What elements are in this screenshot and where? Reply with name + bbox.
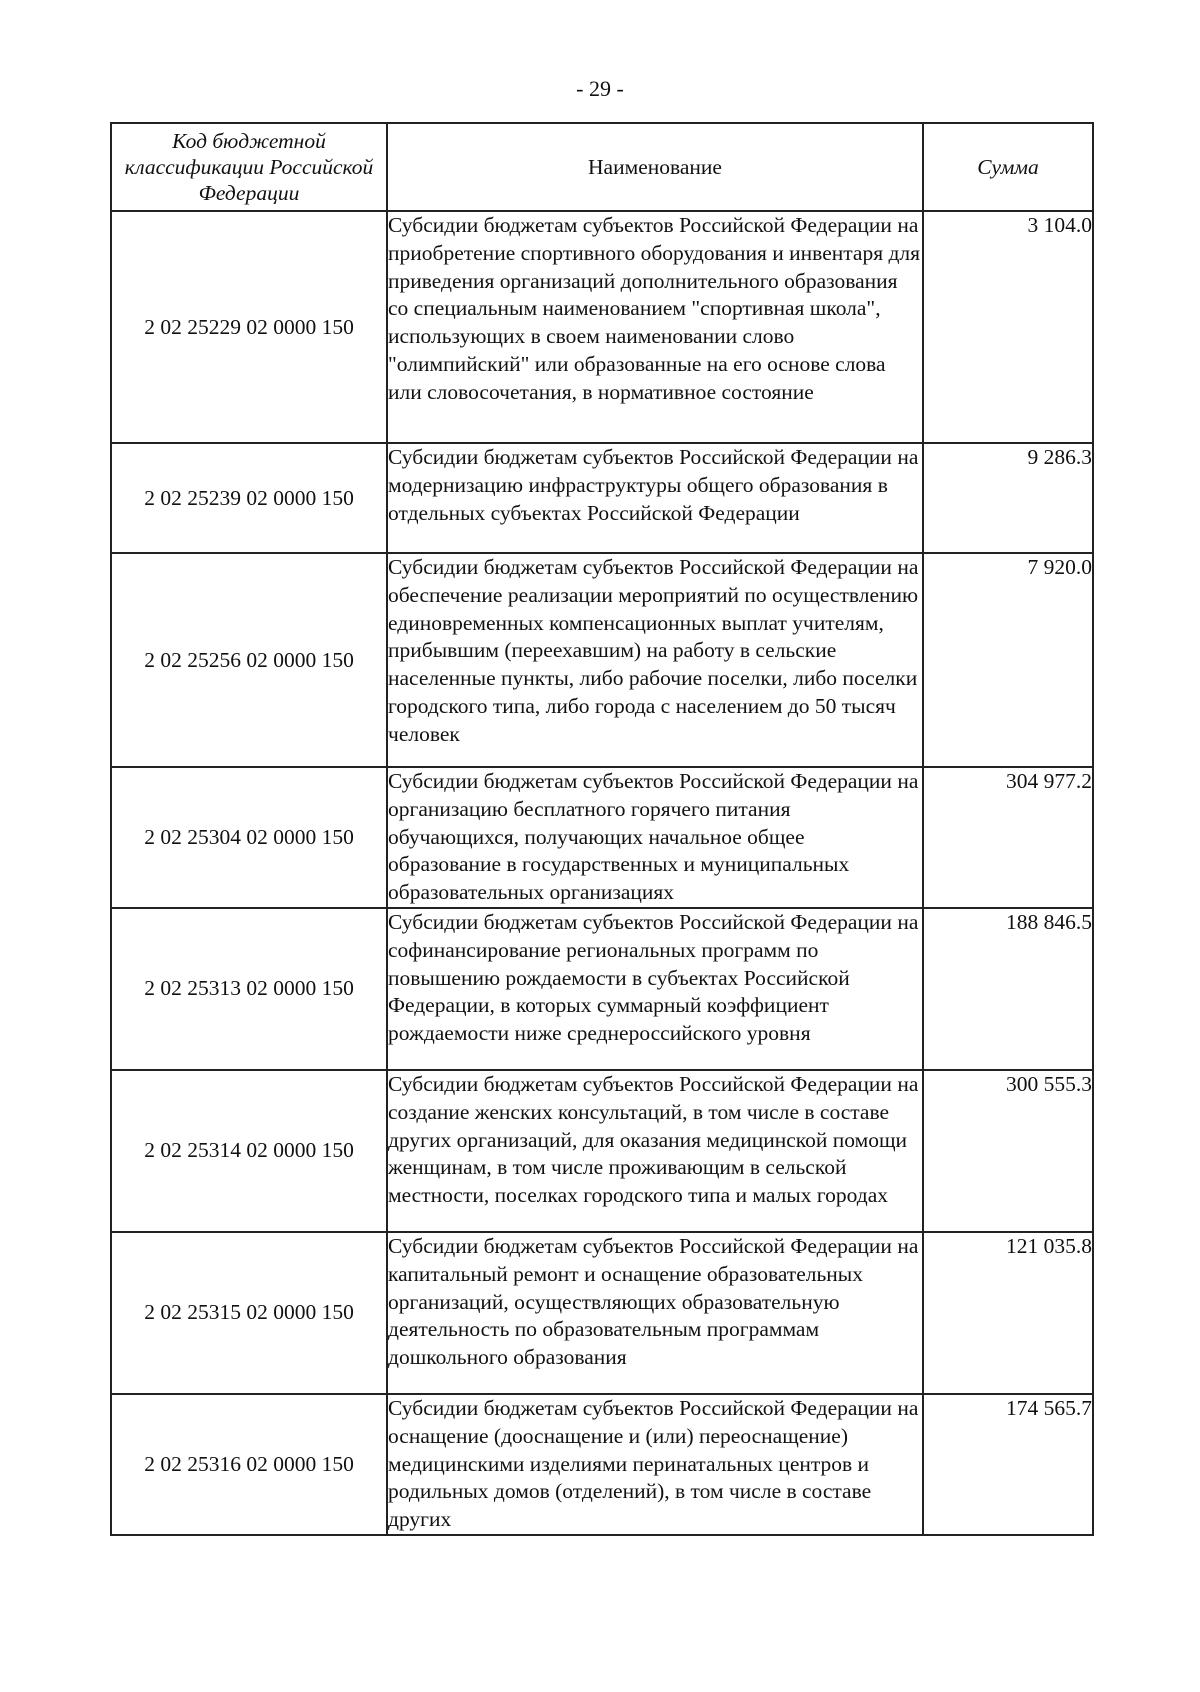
row-code: 2 02 25315 02 0000 150	[111, 1232, 387, 1394]
table-row	[111, 767, 1093, 908]
table-row	[111, 553, 1093, 767]
row-code: 2 02 25316 02 0000 150	[111, 1394, 387, 1535]
row-code: 2 02 25304 02 0000 150	[111, 767, 387, 908]
budget-classification-table	[110, 122, 1094, 1536]
row-name: Субсидии бюджетам субъектов Российской Федерации на оснащение (дооснащение и (или) переоснащение) медицинскими изделиями перинатальных центров и родильных домов (отделений), в том числе в составе других	[387, 1394, 923, 1535]
row-sum: 3 104.0	[923, 211, 1093, 443]
table-row	[111, 443, 1093, 553]
table-header-row	[111, 123, 1093, 211]
row-sum: 304 977.2	[923, 767, 1093, 908]
row-sum: 188 846.5	[923, 908, 1093, 1070]
table-row	[111, 1070, 1093, 1232]
row-code: 2 02 25239 02 0000 150	[111, 443, 387, 553]
table-row	[111, 908, 1093, 1070]
row-name: Субсидии бюджетам субъектов Российской Федерации на обеспечение реализации мероприятий по осуществлению единовременных компенсационных выплат учителям, прибывшим (переехавшим) на работу в сельские населенные пункты, либо рабочие поселки, либо поселки городского типа, либо города с населением до 50 тысяч человек	[387, 553, 923, 767]
header-name: Наименование	[387, 123, 923, 211]
row-name: Субсидии бюджетам субъектов Российской Федерации на софинансирование региональных программ по повышению рождаемости в субъектах Российской Федерации, в которых суммарный коэффициент рождаемости ниже среднероссийского уровня	[387, 908, 923, 1070]
table-row	[111, 1394, 1093, 1535]
row-code: 2 02 25313 02 0000 150	[111, 908, 387, 1070]
row-sum: 121 035.8	[923, 1232, 1093, 1394]
row-name: Субсидии бюджетам субъектов Российской Федерации на организацию бесплатного горячего питания обучающихся, получающих начальное общее образование в государственных и муниципальных образовательных организациях	[387, 767, 923, 908]
table-row	[111, 1232, 1093, 1394]
header-code: Код бюджетной классификации Российской Федерации	[111, 123, 387, 211]
row-sum: 9 286.3	[923, 443, 1093, 553]
row-code: 2 02 25229 02 0000 150	[111, 211, 387, 443]
row-code: 2 02 25314 02 0000 150	[111, 1070, 387, 1232]
table-row	[111, 211, 1093, 443]
page-number: - 29 -	[576, 76, 624, 101]
row-name: Субсидии бюджетам субъектов Российской Федерации на создание женских консультаций, в том числе в составе других организаций, для оказания медицинской помощи женщинам, в том числе проживающим в сельской местности, поселках городского типа и малых городах	[387, 1070, 923, 1232]
row-name: Субсидии бюджетам субъектов Российской Федерации на модернизацию инфраструктуры общего образования в отдельных субъектах Российской Федерации	[387, 443, 923, 553]
row-sum: 174 565.7	[923, 1394, 1093, 1535]
row-sum: 7 920.0	[923, 553, 1093, 767]
row-name: Субсидии бюджетам субъектов Российской Федерации на капитальный ремонт и оснащение образовательных организаций, осуществляющих образовательную деятельность по образовательным программам дошкольного образования	[387, 1232, 923, 1394]
row-name: Субсидии бюджетам субъектов Российской Федерации на приобретение спортивного оборудования и инвентаря для приведения организаций дополнительного образования со специальным наименованием "спортивная школа", использующих в своем наименовании слово "олимпийский" или образованные на его основе слова или словосочетания, в нормативное состояние	[387, 211, 923, 443]
row-sum: 300 555.3	[923, 1070, 1093, 1232]
header-sum: Сумма	[923, 123, 1093, 211]
row-code: 2 02 25256 02 0000 150	[111, 553, 387, 767]
